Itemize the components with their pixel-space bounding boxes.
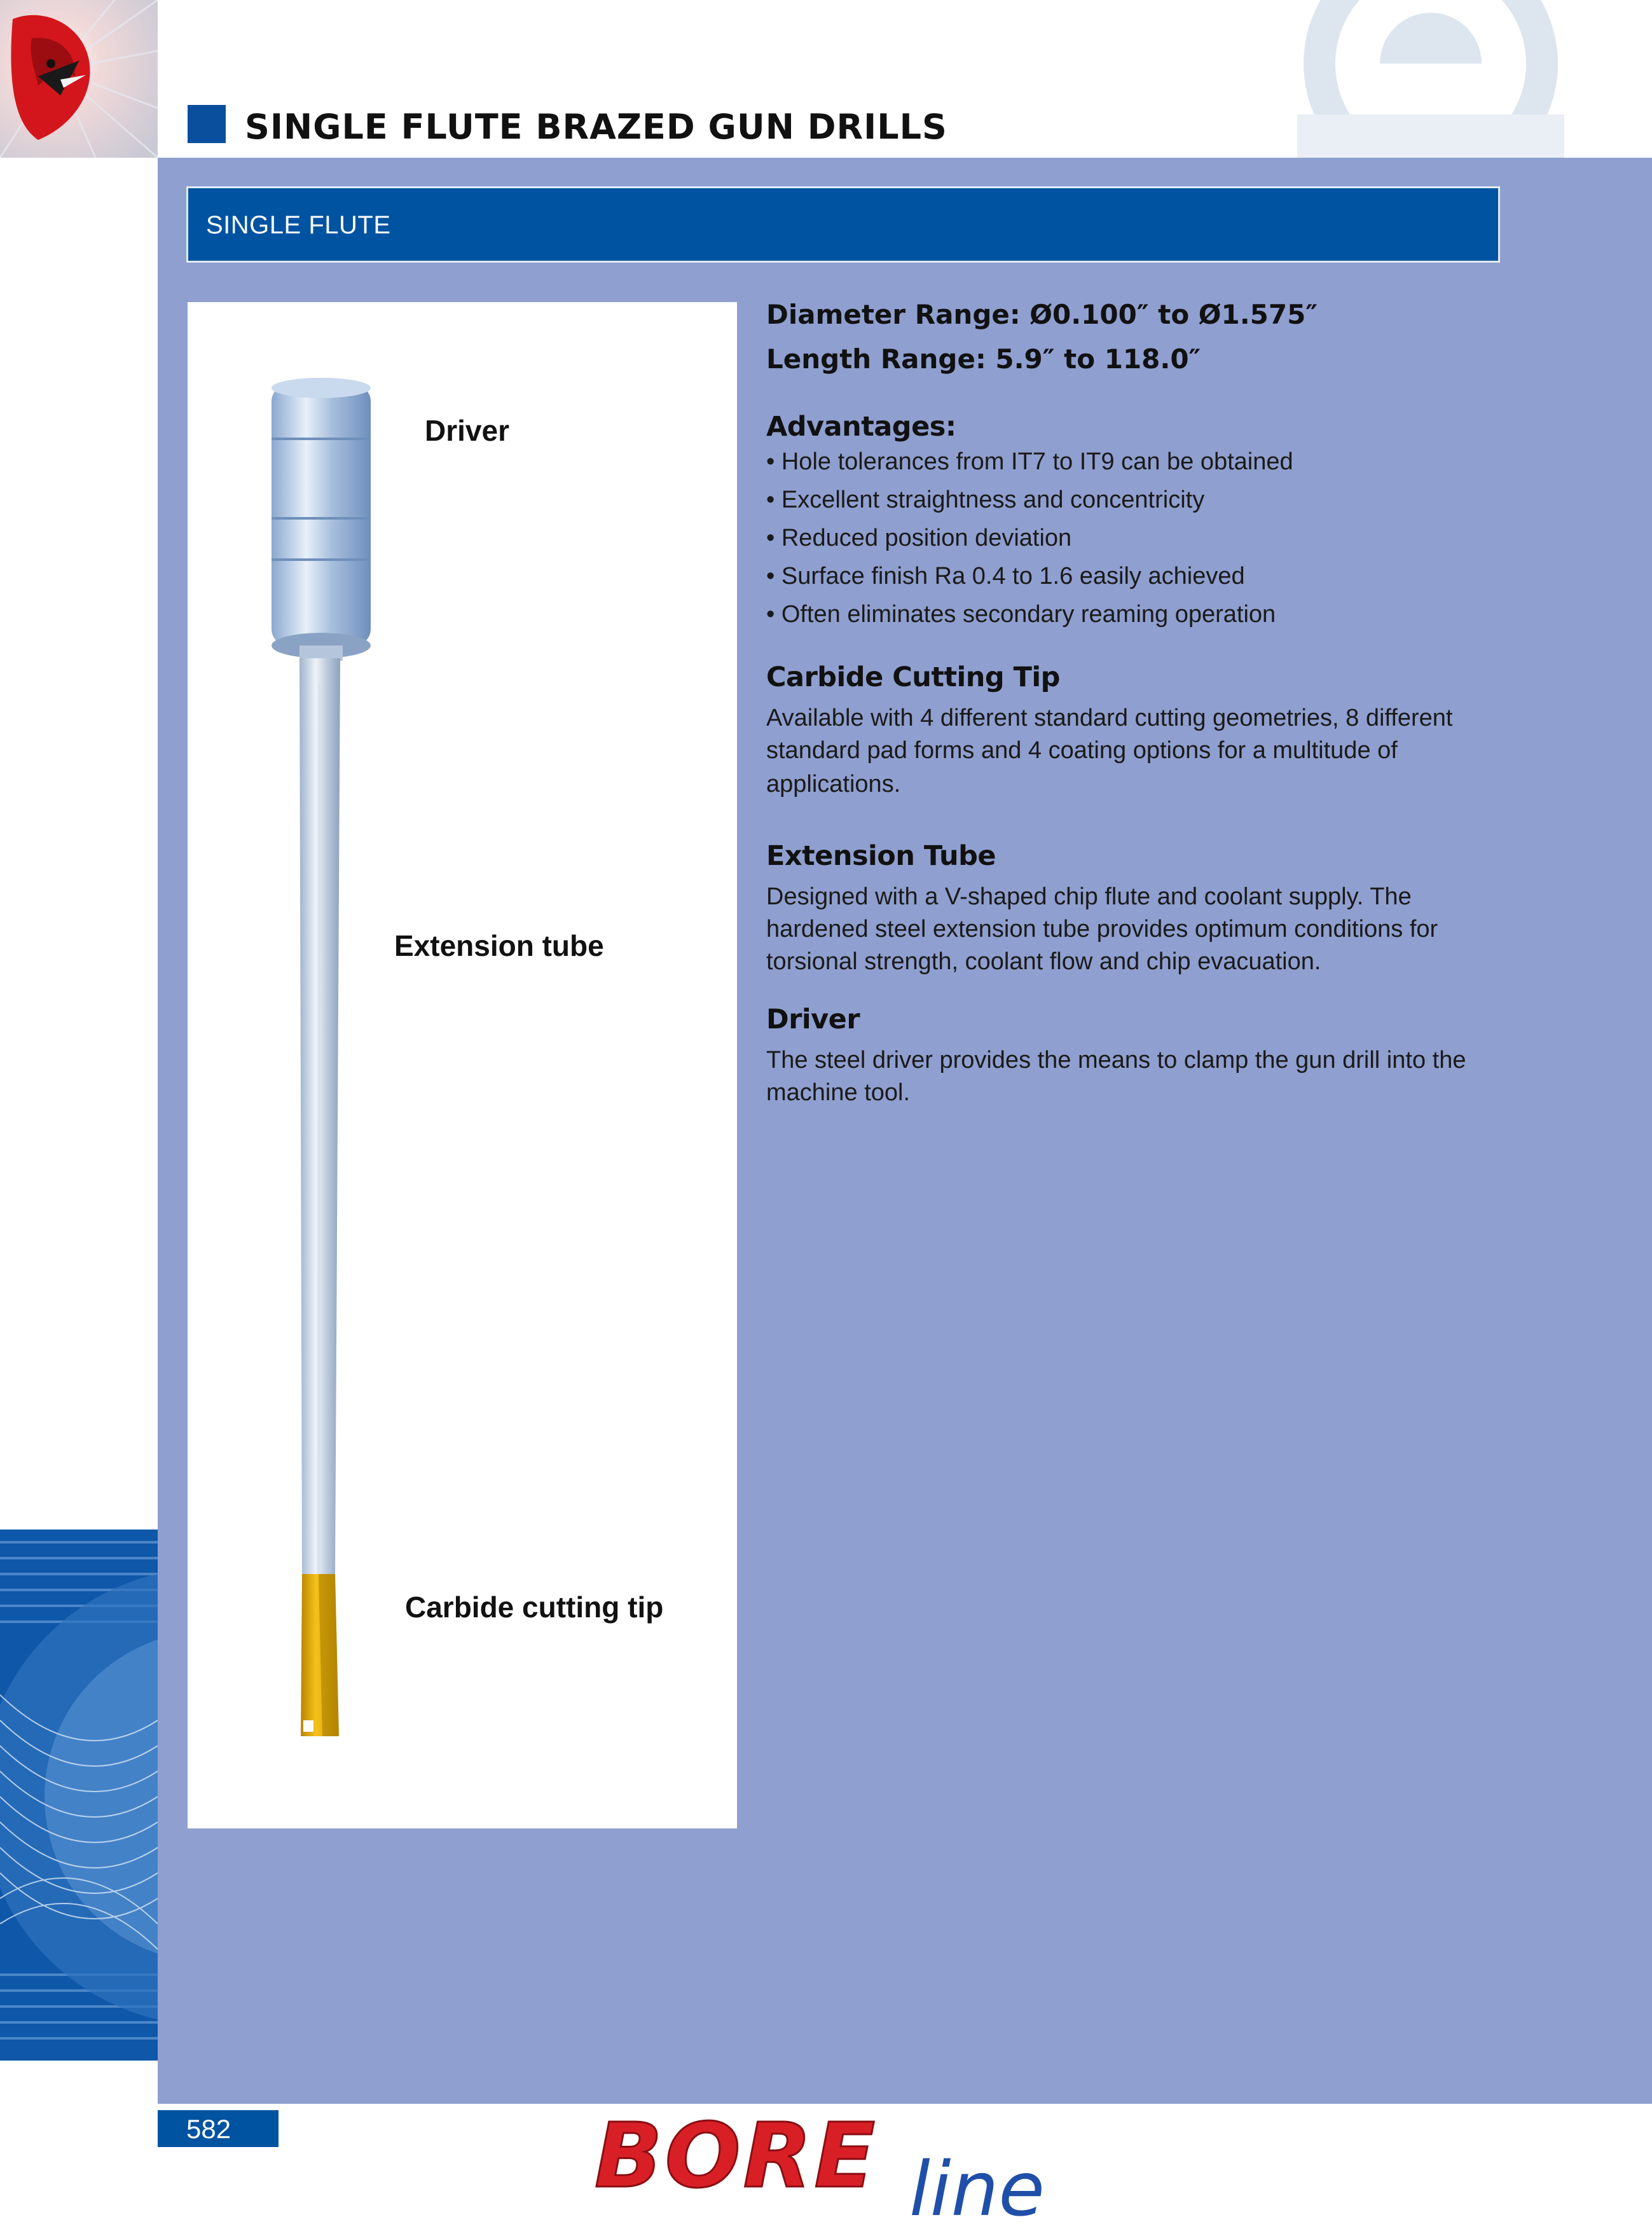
carbide-tip-body-continued: applications. bbox=[766, 771, 901, 798]
list-item: • Hole tolerances from IT7 to IT9 can be obtained bbox=[766, 448, 1293, 475]
page-number: 582 bbox=[186, 2114, 231, 2144]
boreline-logo-icon bbox=[588, 2104, 1097, 2228]
brand-text-line: line bbox=[909, 2145, 1045, 2228]
section-header-bar bbox=[186, 186, 1500, 263]
spec-text-column bbox=[766, 293, 1497, 1109]
page-number-box bbox=[158, 2110, 279, 2147]
corner-logo bbox=[1297, 0, 1564, 158]
left-decorative-strip bbox=[0, 1530, 158, 2061]
length-range: Length Range: 5.9″ to 118.0″ bbox=[766, 343, 1201, 375]
extension-tube-part bbox=[299, 658, 340, 1574]
list-item: • Surface finish Ra 0.4 to 1.6 easily achieved bbox=[766, 563, 1245, 590]
brand-logo bbox=[588, 2104, 1097, 2228]
carbide-tip-heading: Carbide Cutting Tip bbox=[766, 661, 1060, 693]
driver-part bbox=[272, 378, 371, 661]
page-title: SINGLE FLUTE BRAZED GUN DRILLS bbox=[245, 107, 947, 147]
list-item: • Often eliminates secondary reaming operation bbox=[766, 601, 1276, 628]
bird-icon bbox=[0, 0, 158, 158]
diameter-range: Diameter Range: Ø0.100″ to Ø1.575″ bbox=[766, 299, 1318, 330]
driver-body: The steel driver provides the means to clamp the gun drill into the machine tool. bbox=[766, 1047, 1466, 1106]
advantages-list bbox=[766, 443, 1497, 633]
list-item: • Reduced position deviation bbox=[766, 525, 1072, 551]
section-label: SINGLE FLUTE bbox=[206, 211, 391, 239]
carbide-tip-body: Available with 4 different standard cutting geometries, 8 different standard pad forms and 4 coating options for a multitude of bbox=[766, 705, 1453, 764]
corner-bird-image bbox=[0, 0, 158, 158]
callout-extension-tube: Extension tube bbox=[394, 929, 604, 962]
extension-tube-heading: Extension Tube bbox=[766, 840, 996, 872]
advantages-heading: Advantages: bbox=[766, 411, 956, 443]
driver-heading: Driver bbox=[766, 1004, 860, 1035]
circle-logo-icon bbox=[1297, 0, 1564, 158]
wave-pattern-icon bbox=[0, 1530, 158, 2061]
list-item: • Excellent straightness and concentricity bbox=[766, 487, 1205, 513]
callout-driver: Driver bbox=[425, 414, 509, 447]
callout-carbide-tip: Carbide cutting tip bbox=[405, 1591, 664, 1624]
title-square-marker bbox=[188, 105, 226, 143]
brand-text-bore: BORE bbox=[595, 2104, 878, 2208]
extension-tube-body: Designed with a V-shaped chip flute and coolant supply. The hardened steel extension tube provides optimum conditions for torsional strength, coolant flow and chip evacuation. bbox=[766, 883, 1438, 975]
carbide-tip-part bbox=[301, 1574, 339, 1736]
drill-illustration-box bbox=[188, 302, 737, 1828]
